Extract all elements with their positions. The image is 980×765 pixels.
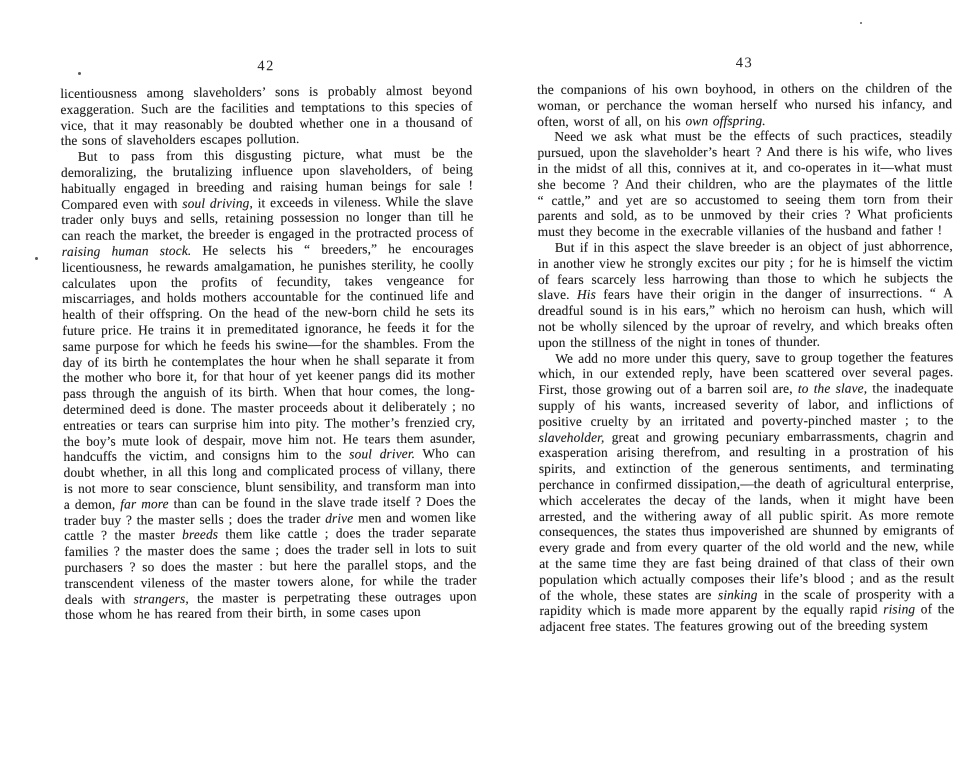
text-run: the inadequate supply of his wants, increased severity of labor, and inflictions of positive cruelty by an irritated and poverty-pinched master ; to the [538, 380, 954, 429]
paragraph [60, 82, 473, 149]
text-run: it exceeds in vileness. While the slave trader only buys and sells, retaining possession no longer than till he can reach the market, the breeder is engaged in the protracted process of [61, 192, 474, 244]
page-text-left [60, 82, 477, 623]
text-run: Need we ask what must be the effects of such practices, steadily pursued, upon the slaveholder’s heart ? And there is his wife, who lives in the midst of all this, connives at it, and co-operates in it—what must she become ? And their children, who are the playmates of the little “ cattle,” and yet are so accustomed to seeing them torn from their parents and sold, as to be unmoved by their cries ? What proficients must they become in the execrable villanies of the husband and father ! [537, 127, 953, 240]
scan-speck [860, 22, 862, 24]
text-run: than can be found in the slave trade itself ? Does the trader buy ? the master sells ; does the trader [63, 493, 476, 528]
paragraph [61, 146, 477, 623]
text-run: men and women like cattle ? the master [64, 508, 477, 544]
text-run: But if in this aspect the slave breeder is an object of just abhorrence, in another view he strongly excites our pity ; for he is himself the victim of fears scarcely less harrowing than those to which he subjects the slave. [537, 238, 954, 303]
text-run: Who can doubt whether, in all this long and complicated process of villany, there is not more to sear conscience, blunt sensibility, and transform man into a demon, [63, 445, 476, 512]
italic-text-run: raising human stock. [61, 242, 192, 259]
text-run: We add no more under this query, save to group together the features which, in our extended reply, have been scattered over several pages. First, those growing out of a barren soil are, [538, 348, 954, 398]
page-42 [60, 56, 477, 623]
paragraph [538, 349, 954, 635]
page-number-right: 43 [735, 55, 754, 72]
italic-text-run: to the slave, [797, 380, 868, 397]
text-run: the master is perpetrating these outrages upon those whom he has reared from their birth, in some cases upon [64, 587, 477, 623]
scan-speck [35, 257, 38, 260]
text-run: the companions of his own boyhood, in others on the children of the woman, or perchance the woman herself who nursed his infancy, and often, worst of all, on his [537, 80, 953, 129]
text-run: of the adjacent free states. The features growing out of the breeding system [539, 601, 955, 635]
text-run: fears have their origin in the danger of insurrections. “ A dreadful sound is in his ears,” which no heroism can hush, which will not be wholly silenced by the uproar of revelry, and which breaks often upon the stillness of the night in tones of thunder. [538, 285, 954, 350]
italic-text-run: slaveholder, [538, 429, 605, 445]
paragraph [537, 80, 952, 129]
italic-text-run: own offspring. [685, 112, 766, 128]
text-run: licentiousness among slaveholders’ sons is probably almost beyond exaggeration. Such are the facilities and temptations to this species of vice, that it may reasonably be doubted whether one in a thousand of the sons of slaveholders escapes pollution. [60, 82, 473, 149]
page-text-right [537, 80, 954, 635]
italic-text-run: rising [883, 601, 916, 617]
italic-text-run: far more [120, 495, 169, 512]
text-run: them like cattle ; does the trader separate families ? the master does the same ; does the trader sell in lots to suit purchasers ? so does the master : but here the parallel stops, and the transcendent vileness of the master towers alone, for while the trader deals with [64, 524, 477, 607]
paragraph [537, 128, 952, 240]
text-run: He selects his “ breeders,” he encourages licentiousness, he rewards amalgamation, he punishes sterility, he coolly calculates upon the profits of fecundity, takes vengeance for miscarriages, and holds mothers accountable for the continued life and health of their offspring. On the head of the new-born child he sets its future price. He trains it in premeditated ignorance, he feeds it for the same purpose for which he feeds his swine—for the shambles. From the day of its birth he contemplates the hour when he shall separate it from the mother who bore it, for that hour of yet keener pangs did its mother pass through the anguish of its birth. When that hour comes, the long-determined deed is done. The master proceeds about it deliberately ; no entreaties or tears can surprise him into pity. The mother’s frenzied cry, the boy’s mute look of despair, move him not. He tears them asunder, handcuffs the victim, and consigns him to the [61, 240, 476, 465]
italic-text-run: drive [325, 509, 354, 526]
italic-text-run: breeds [182, 526, 219, 543]
scan-speck [78, 72, 81, 75]
text-run: great and growing pecuniary embarrassments, chagrin and exasperation arising therefrom, and resulting in a prostration of his spirits, and extinction of the generous sentiments, and terminating perchance in confirmed dissipation,—the death of agricultural enterprise, which accelerates the decay of the lands, when it might have been arrested, and the withering away of all public spirit. As more remote consequences, the states thus impoverished are shunned by emigrants of every grade and from every quarter of the old world and the new, while at the same time they are fast being drained of that class of their own population which actually composes their life’s blood ; and as the result of the whole, these states are [538, 427, 955, 603]
page-number-left: 42 [257, 58, 275, 75]
text-run: in the scale of prosperity with a rapidity which is made more apparent by the equally rapid [539, 585, 955, 619]
italic-text-run: soul driver. [349, 446, 416, 462]
text-run: But to pass from this disgusting picture, what must be the demoralizing, the brutalizing influence upon slaveholders, of being habitually engaged in breeding and raising human beings for sale ! Compared even with [60, 145, 474, 212]
italic-text-run: soul driving, [182, 194, 253, 211]
paragraph [538, 238, 953, 350]
italic-text-run: strangers, [133, 590, 189, 606]
page-43 [537, 54, 955, 635]
italic-text-run: His [576, 287, 596, 303]
italic-text-run: sinking [717, 586, 758, 602]
